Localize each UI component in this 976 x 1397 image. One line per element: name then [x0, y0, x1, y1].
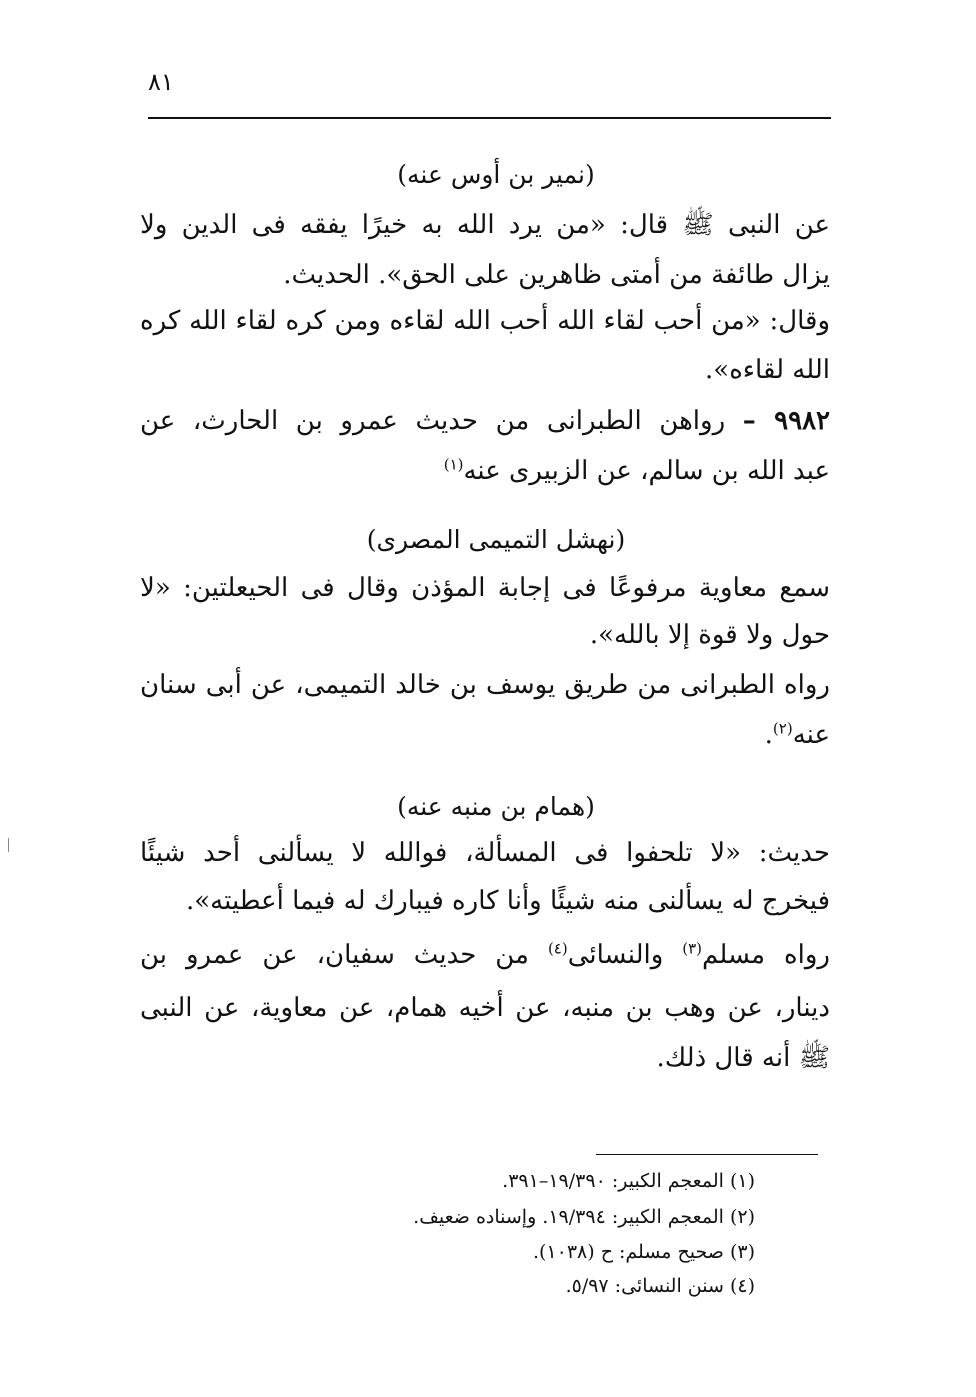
text-line: سمع معاوية مرفوعًا فى إجابة المؤذن وقال فى الحيعلتين: «لا	[140, 573, 830, 603]
section-title-hammam: (همام بن منبه عنه)	[397, 792, 595, 821]
period: .	[764, 720, 773, 750]
text-line: حول ولا قوة إلا بالله».	[589, 620, 830, 650]
text-line: عنه	[792, 720, 830, 750]
footnote-ref: (١)	[443, 455, 464, 474]
text-line: فيخرج له يسألنى منه شيئًا وأنا كاره فيبارك له فيما أعطيته».	[186, 886, 830, 916]
header-rule	[148, 117, 831, 119]
text-line: رواه الطبرانى من طريق يوسف بن خالد التميمى، عن أبى سنان	[140, 670, 830, 700]
text-line: رواهن الطبرانى من حديث عمرو بن الحارث، عن	[140, 406, 726, 436]
page-number: ٨١	[148, 68, 174, 96]
text-fragment: رواه مسلم	[702, 940, 830, 970]
section-title-nahshal: (نهشل التميمى المصرى)	[366, 525, 626, 554]
footnote-rule	[596, 1154, 818, 1155]
text-line-with-footnote	[140, 455, 830, 486]
text-line: دينار، عن وهب بن منبه، عن أخيه همام، عن معاوية، عن النبى	[140, 993, 830, 1023]
footnote-ref: (٢)	[772, 719, 793, 738]
text-line: عن النبى ﷺ قال: «من يرد الله به خيرًا يفقه فى الدين ولا	[140, 210, 830, 240]
text-line: حديث: «لا تلحفوا فى المسألة، فوالله لا يسألنى أحد شيئًا	[140, 838, 830, 868]
section-title-numayr: (نمير بن أوس عنه)	[397, 160, 595, 189]
text-line-with-footnotes	[140, 939, 830, 970]
text-line: الله لقاءه».	[705, 355, 830, 385]
text-line: ﷺ أنه قال ذلك.	[656, 1043, 830, 1073]
text-line: عبد الله بن سالم، عن الزبيرى عنه	[463, 456, 830, 486]
text-line: وقال: «من أحب لقاء الله أحب الله لقاءه ومن كره لقاء الله كره	[140, 306, 830, 336]
text-fragment: والنسائى	[567, 940, 683, 970]
scan-margin-mark	[8, 838, 9, 852]
text-fragment: من حديث سفيان، عن عمرو بن	[140, 940, 548, 970]
footnote-2: (٢) المعجم الكبير: ١٩/٣٩٤. وإسناده ضعيف.	[413, 1206, 755, 1228]
text-line-with-footnote	[140, 719, 830, 750]
footnote-1: (١) المعجم الكبير: ١٩/٣٩٠–٣٩١.	[502, 1170, 755, 1192]
footnote-3: (٣) صحيح مسلم: ح (١٠٣٨).	[532, 1241, 755, 1263]
hadith-entry-9982	[140, 408, 830, 434]
footnote-4: (٤) سنن النسائى: ٥/٩٧.	[565, 1275, 755, 1297]
hadith-number: ٩٩٨٢ –	[742, 406, 831, 436]
footnote-ref: (٤)	[547, 939, 568, 958]
text-line: يزال طائفة من أمتى ظاهرين على الحق». الحديث.	[283, 260, 830, 290]
footnote-ref: (٣)	[682, 939, 703, 958]
